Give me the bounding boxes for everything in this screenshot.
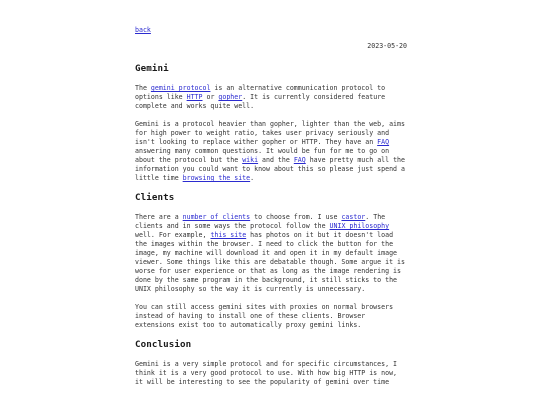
back-link[interactable]: back [135,26,151,34]
desc-text-1: Gemini is a protocol heavier than gopher, lighter than the web, aims for high power to weight ratio, takes user privacy seriously and isn't looking to replace wither gopher or HTTP. They have an [135,120,405,146]
clients-text-3: . The clients and in some ways the protocol follow the [135,213,386,230]
page-title: Gemini [135,63,169,74]
desc-text-5: . [250,174,255,182]
desc-text-4: have pretty much all the information you could want to know about this so please just spend a little time [135,156,405,182]
gemini-protocol-link[interactable]: gemini protocol [150,84,211,92]
proxies-paragraph: You can still access gemini sites with proxies on normal browsers instead of having to install one of these clients. Browser extensions exist too to automatically proxy gemini links. [135,303,394,329]
intro-text-1: The [135,84,151,92]
gopher-link[interactable]: gopher [218,93,243,101]
faq-link-2[interactable]: FAQ [293,156,306,164]
number-of-clients-link[interactable]: number of clients [182,213,251,221]
clients-heading: Clients [135,192,175,203]
conclusion-paragraph: Gemini is a very simple protocol and for specific circumstances, I think it is a very good protocol to use. With how big HTTP is now, it will be interesting to see the popularity of gemini over time [135,360,398,386]
post-date: 2023-05-20 [367,42,407,50]
desc-text-3: and the [258,156,294,164]
this-site-link[interactable]: this site [210,231,247,239]
wiki-link[interactable]: wiki [242,156,259,164]
http-link[interactable]: HTTP [186,93,203,101]
desc-text-2: answering many common questions. It would be fun for me to go on about the protocol but the [135,147,390,164]
clients-text-5: has photos on it but it doesn't load the images within the browser. I need to click the button for the image, my machine will download it and open it in my default image viewer. Some things like this are debatable though. Some argue it is worse for user experience or that as long as the image rendering is done by the same program in the background, it still sticks to the UNIX philosophy so the way it is currently is unnecessary. [135,231,405,293]
article-container [135,26,407,396]
intro-text-4: . It is currently considered feature complete and works quite well. [135,93,386,110]
description-paragraph [135,120,407,183]
intro-text-3: or [202,93,219,101]
castor-link[interactable]: castor [341,213,366,221]
clients-text-2: to choose from. I use [250,213,342,221]
unix-philosophy-link[interactable]: UNIX philosophy [329,222,390,230]
clients-paragraph [135,213,407,294]
faq-link[interactable]: FAQ [377,138,390,146]
intro-text-2: is an alternative communication protocol to options like [135,84,386,101]
intro-paragraph [135,84,407,111]
clients-text-4: well. For example, [135,231,211,239]
clients-text-1: There are a [135,213,183,221]
conclusion-heading: Conclusion [135,339,192,350]
browsing-site-link[interactable]: browsing the site [182,174,251,182]
